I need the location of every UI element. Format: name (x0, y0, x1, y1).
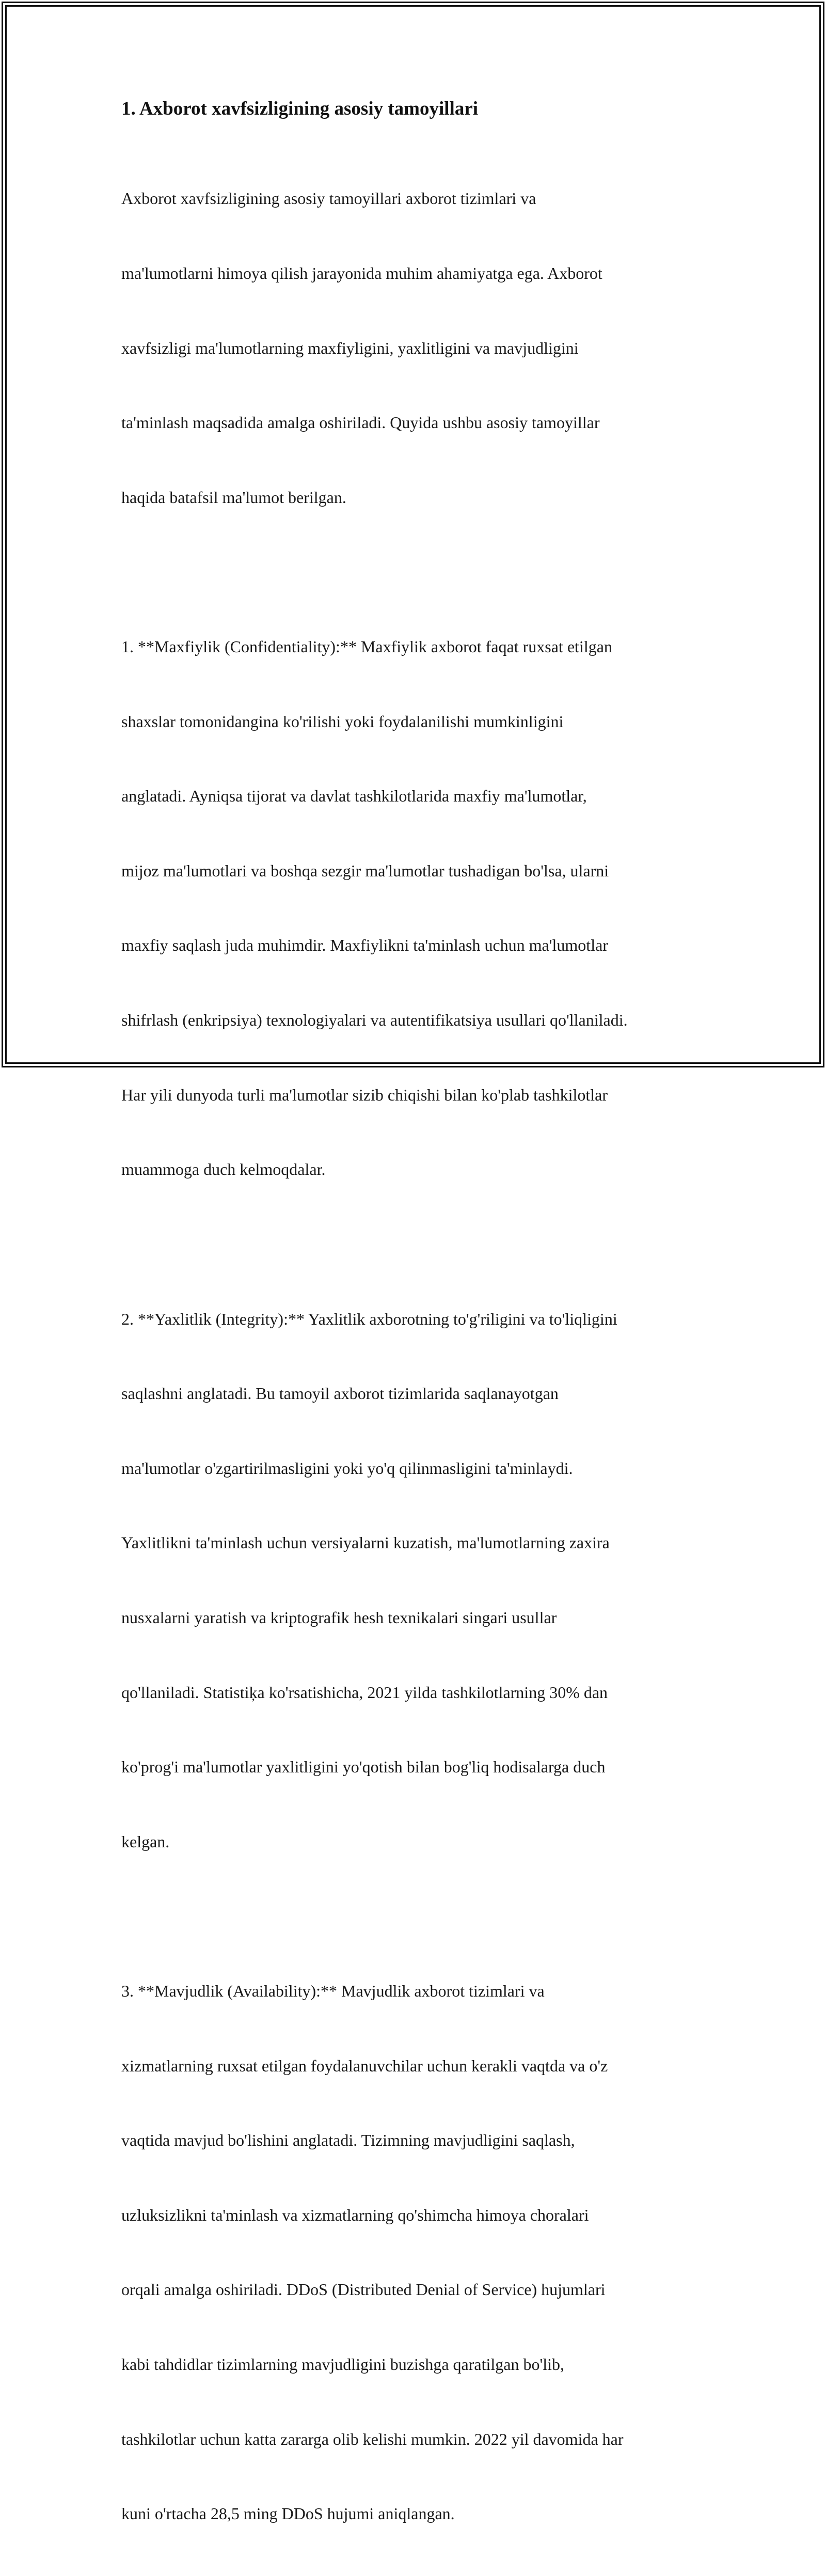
section-heading: 1. Axborot xavfsizligining asosiy tamoyillari (121, 98, 479, 119)
text-line: Yaxlitlikni ta'minlash uchun versiyalarni kuzatish, ma'lumotlarning zaxira (121, 1533, 610, 1552)
confidentiality-paragraph (121, 585, 715, 1232)
text-line: tashkilotlar uchun katta zararga olib kelishi mumkin. 2022 yil davomida har (121, 2429, 624, 2448)
text-line: vaqtida mavjud bo'lishini anglatadi. Tizimning mavjudligini saqlash, (121, 2131, 575, 2150)
text-line: ko'prog'i ma'lumotlar yaxlitligini yo'qotish bilan bog'liq hodisalarga duch (121, 1757, 606, 1777)
paragraph-gap (121, 559, 715, 584)
text-line: maxfiy saqlash juda muhimdir. Maxfiylikni ta'minlash uchun ma'lumotlar (121, 936, 608, 955)
availability-paragraph (121, 1929, 715, 2576)
text-line: 1. **Maxfiylik (Confidentiality):** Maxfiylik axborot faqat ruxsat etilgan (121, 637, 612, 656)
document-body (121, 96, 715, 2576)
text-line: saqlashni anglatadi. Bu tamoyil axborot tizimlarida saqlanayotgan (121, 1384, 559, 1403)
text-line: shifrlash (enkripsiya) texnologiyalari va autentifikatsiya usullari qo'llaniladi. (121, 1011, 628, 1030)
integrity-paragraph (121, 1256, 715, 1904)
text-line: mijoz ma'lumotlari va boshqa sezgir ma'lumotlar tushadigan bo'lsa, ularni (121, 861, 609, 880)
text-line: kelgan. (121, 1832, 170, 1851)
text-line: nusxalarni yaratish va kriptografik hesh texnikalari singari usullar (121, 1608, 557, 1627)
text-line: Har yili dunyoda turli ma'lumotlar sizib chiqishi bilan ko'plab tashkilotlar (121, 1085, 608, 1104)
text-line: shaxslar tomonidangina ko'rilishi yoki foydalanilishi mumkinligini (121, 712, 564, 731)
paragraph-gap (121, 1232, 715, 1256)
intro-paragraph (121, 136, 715, 559)
text-line: kuni o'rtacha 28,5 ming DDoS hujumi aniqlangan. (121, 2504, 455, 2523)
text-line: ma'lumotlarni himoya qilish jarayonida muhim ahamiyatga ega. Axborot (121, 264, 602, 283)
text-line: ta'minlash maqsadida amalga oshiriladi. Quyida ushbu asosiy tamoyillar (121, 413, 600, 432)
text-line: kabi tahdidlar tizimlarning mavjudligini buzishga qaratilgan bo'lib, (121, 2355, 565, 2374)
text-line: anglatadi. Ayniqsa tijorat va davlat tashkilotlarida maxfiy ma'lumotlar, (121, 787, 587, 806)
text-line: 2. **Yaxlitlik (Integrity):** Yaxlitlik axborotning to'g'riligini va to'liqligini (121, 1309, 617, 1328)
text-line: ma'lumotlar o'zgartirilmasligini yoki yo'q qilinmasligini ta'minlaydi. (121, 1458, 573, 1478)
text-line: orqali amalga oshiriladi. DDoS (Distributed Denial of Service) hujumlari (121, 2280, 606, 2299)
text-line: uzluksizlikni ta'minlash va xizmatlarning qo'shimcha himoya choralari (121, 2205, 589, 2224)
paragraph-gap (121, 1904, 715, 1928)
text-line: 3. **Mavjudlik (Availability):** Mavjudlik axborot tizimlari va (121, 1981, 545, 2000)
text-line: muammoga duch kelmoqdalar. (121, 1160, 326, 1179)
text-line: haqida batafsil ma'lumot berilgan. (121, 488, 346, 507)
text-line: xizmatlarning ruxsat etilgan foydalanuvchilar uchun kerakli vaqtda va o'z (121, 2056, 608, 2075)
text-line: Axborot xavfsizligining asosiy tamoyillari axborot tizimlari va (121, 189, 536, 208)
text-line: xavfsizligi ma'lumotlarning maxfiyligini, yaxlitligini va mavjudligini (121, 338, 579, 357)
text-line: qo'llaniladi. Statistiķa ko'rsatishicha, 2021 yilda tashkilotlarning 30% dan (121, 1683, 608, 1702)
